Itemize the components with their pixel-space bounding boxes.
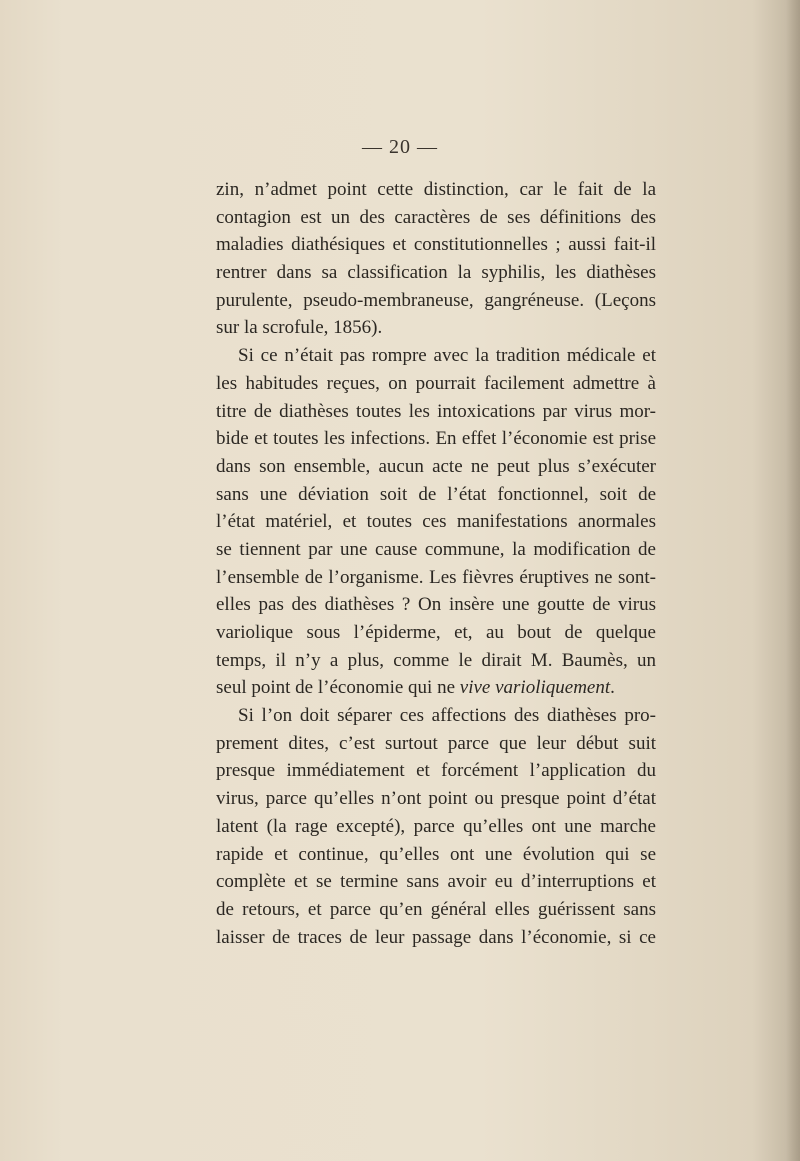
text-line: se tiennent par une cause commune, la modification de	[216, 538, 656, 560]
text-line: sur la scrofule, 1856).	[216, 317, 383, 339]
text-segment: .	[610, 677, 615, 699]
text-line: sans une déviation soit de l’état fonctionnel, soit de	[216, 483, 656, 505]
paragraph	[216, 342, 656, 702]
text-line: de retours, et parce qu’en général elles guérissent sans	[216, 898, 656, 920]
text-line: zin, n’admet point cette distinction, car le fait de la	[216, 179, 656, 200]
text-line: Si ce n’était pas rompre avec la tradition médicale et	[238, 345, 656, 367]
text-line: virus, parce qu’elles n’ont point ou presque point d’état	[216, 788, 656, 810]
text-line: temps, il n’y a plus, comme le dirait M. Baumès, un	[216, 649, 656, 671]
text-line: complète et se termine sans avoir eu d’interruptions et	[216, 871, 656, 893]
paragraph	[216, 702, 656, 951]
text-segment: seul point de l’économie qui ne	[216, 677, 460, 699]
page-number: — 20 —	[362, 136, 438, 158]
text-line: laisser de traces de leur passage dans l’économie, si ce	[216, 926, 656, 948]
text-line: les habitudes reçues, on pourrait facilement admettre à	[216, 372, 656, 394]
text-line: l’état matériel, et toutes ces manifestations anormales	[216, 511, 656, 533]
italic-phrase: vive varioliquement	[459, 677, 611, 699]
text-line: rapide et continue, qu’elles ont une évolution qui se	[216, 843, 656, 865]
text-line: Si l’on doit séparer ces affections des diathèses pro-	[238, 705, 656, 727]
text-line: maladies diathésiques et constitutionnelles ; aussi fait-il	[216, 234, 656, 256]
paragraph	[216, 176, 656, 342]
text-line: purulente, pseudo-membraneuse, gangréneuse. (Leçons	[216, 289, 656, 311]
page-edge-shadow	[786, 0, 800, 1161]
text-line: presque immédiatement et forcément l’application du	[216, 760, 656, 782]
text-line: titre de diathèses toutes les intoxications par virus mor-	[216, 400, 656, 422]
text-line: prement dites, c’est surtout parce que leur début suit	[216, 732, 656, 754]
text-line: bide et toutes les infections. En effet l’économie est prise	[216, 428, 656, 450]
text-line: latent (la rage excepté), parce qu’elles ont une marche	[216, 815, 656, 837]
text-line: rentrer dans sa classification la syphilis, les diathèses	[216, 262, 656, 284]
text-line: variolique sous l’épiderme, et, au bout de quelque	[216, 622, 656, 643]
text-line: contagion est un des caractères de ses définitions des	[216, 206, 656, 228]
text-line: l’ensemble de l’organisme. Les fièvres éruptives ne sont-	[216, 566, 656, 588]
text-line: dans son ensemble, aucun acte ne peut plus s’exécuter	[216, 455, 656, 477]
text-line: elles pas des diathèses ? On insère une goutte de virus	[216, 594, 656, 616]
body-text	[216, 176, 656, 951]
text-line	[216, 674, 656, 702]
